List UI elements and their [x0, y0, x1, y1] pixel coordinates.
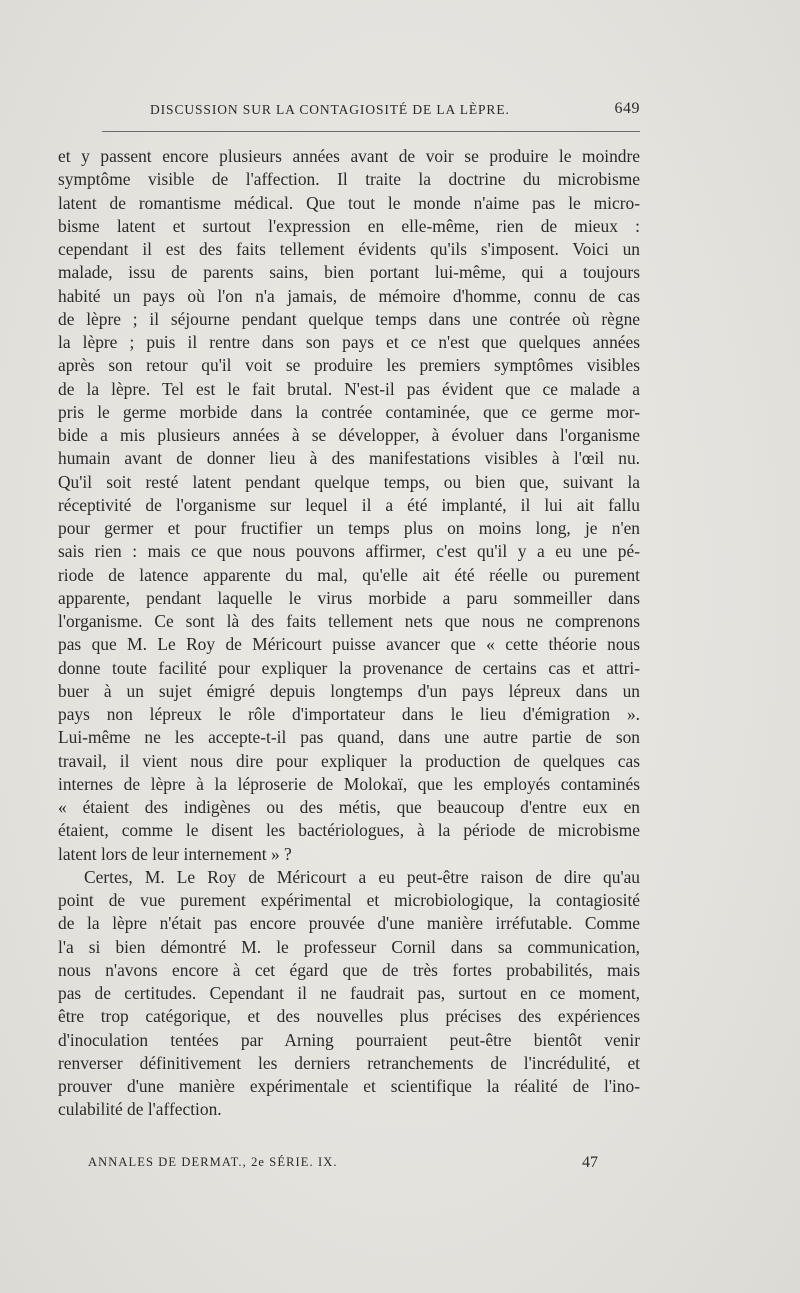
- text-line: pays non lépreux le rôle d'importateur dans le lieu d'émigration ».: [58, 704, 640, 724]
- text-line: être trop catégorique, et des nouvelles plus précises des expériences: [58, 1006, 640, 1027]
- signature-mark: 47: [582, 1154, 598, 1171]
- text-line: l'a si bien démontré M. le professeur Cornil dans sa communication,: [58, 936, 640, 957]
- text-line: pas que M. Le Roy de Méricourt puisse avancer que « cette théorie nous: [58, 634, 640, 655]
- text-line: latent de romantisme médical. Que tout le monde n'aime pas le micro-: [58, 192, 640, 213]
- text-line: l'organisme. Ce sont là des faits tellement nets que nous ne comprenons: [58, 611, 640, 631]
- text-line: Qu'il soit resté latent pendant quelque temps, ou bien que, suivant la: [58, 471, 640, 492]
- text-line: apparente, pendant laquelle le virus morbide a paru sommeiller dans: [58, 587, 640, 608]
- text-line: donne toute facilité pour expliquer la provenance de certains cas et attri-: [58, 657, 640, 678]
- journal-signature: ANNALES DE DERMAT., 2e SÉRIE. IX.: [88, 1155, 338, 1169]
- text-line: la lèpre ; puis il rentre dans son pays et ce n'est que quelques années: [58, 332, 640, 352]
- header-rule: [102, 131, 640, 132]
- text-line: étaient, comme le disent les bactériologues, à la période de microbisme: [58, 820, 640, 841]
- page-number: 649: [614, 100, 640, 117]
- text-line: pris le germe morbide dans la contrée contaminée, que ce germe mor-: [58, 401, 640, 422]
- text-line: renverser définitivement les derniers retranchements de l'incrédulité, et: [58, 1052, 640, 1073]
- text-line: symptôme visible de l'affection. Il traite la doctrine du microbisme: [58, 169, 640, 190]
- text-line: buer à un sujet émigré depuis longtemps d'un pays lépreux dans un: [58, 680, 640, 701]
- text-line: après son retour qu'il voit se produire les premiers symptômes visibles: [58, 355, 640, 376]
- text-line: internes de lèpre à la léproserie de Molokaï, que les employés contaminés: [58, 773, 640, 794]
- text-line: pour germer et pour fructifier un temps plus on moins long, je n'en: [58, 518, 640, 538]
- text-line: habité un pays où l'on n'a jamais, de mémoire d'homme, connu de cas: [58, 285, 640, 306]
- text-line: de lèpre ; il séjourne pendant quelque temps dans une contrée où règne: [58, 308, 640, 329]
- text-line: humain avant de donner lieu à des manifestations visibles à l'œil nu.: [58, 448, 640, 469]
- text-line: cependant il est des faits tellement évidents qu'ils s'imposent. Voici un: [58, 239, 640, 259]
- text-line: de la lèpre. Tel est le fait brutal. N'est-il pas évident que ce malade a: [58, 378, 640, 399]
- text-line: point de vue purement expérimental et microbiologique, la contagiosité: [58, 890, 640, 910]
- text-line-paragraph-end: latent lors de leur internement » ?: [58, 843, 292, 864]
- text-line: Lui-même ne les accepte-t-il pas quand, dans une autre partie de son: [58, 727, 640, 748]
- page-footer: [88, 1151, 598, 1175]
- text-line: bisme latent et surtout l'expression en elle-même, rien de mieux :: [58, 215, 640, 236]
- body-text: [58, 145, 640, 1122]
- text-line: riode de latence apparente du mal, qu'elle ait été réelle ou purement: [58, 564, 640, 585]
- text-line: de la lèpre n'était pas encore prouvée d'une manière irréfutable. Comme: [58, 913, 640, 934]
- text-line: sais rien : mais ce que nous pouvons affirmer, c'est qu'il y a eu une pé-: [58, 541, 640, 562]
- text-line: réceptivité de l'organisme sur lequel il a été implanté, il lui ait fallu: [58, 494, 640, 515]
- running-title: DISCUSSION SUR LA CONTAGIOSITÉ DE LA LÈPRE.: [150, 102, 510, 117]
- text-line: nous n'avons encore à cet égard que de très fortes probabilités, mais: [58, 959, 640, 980]
- text-line-paragraph-start: Certes, M. Le Roy de Méricourt a eu peut-être raison de dire qu'au: [84, 866, 640, 887]
- text-line: pas de certitudes. Cependant il ne faudrait pas, surtout en ce moment,: [58, 983, 640, 1003]
- text-line-paragraph-end: culabilité de l'affection.: [58, 1099, 222, 1120]
- text-line: prouver d'une manière expérimentale et scientifique la réalité de l'ino-: [58, 1076, 640, 1096]
- running-head: [58, 98, 640, 124]
- text-line: travail, il vient nous dire pour expliquer la production de quelques cas: [58, 750, 640, 771]
- text-line: bide a mis plusieurs années à se développer, à évoluer dans l'organisme: [58, 425, 640, 445]
- text-line: « étaient des indigènes ou des métis, que beaucoup d'entre eux en: [58, 797, 640, 817]
- text-line: d'inoculation tentées par Arning pourraient peut-être bientôt venir: [58, 1029, 640, 1050]
- text-line: malade, issu de parents sains, bien portant lui-même, qui a toujours: [58, 262, 640, 283]
- text-line: et y passent encore plusieurs années avant de voir se produire le moindre: [58, 146, 640, 166]
